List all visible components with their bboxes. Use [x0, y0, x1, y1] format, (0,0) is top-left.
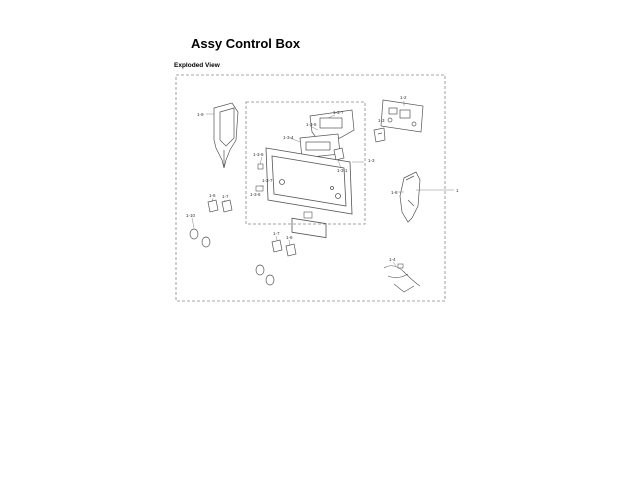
callout-1-10: 1-10	[186, 213, 196, 218]
callout-1-9: 1-9	[197, 112, 204, 117]
switch-center-parts	[272, 240, 296, 256]
page-subtitle: Exploded View	[174, 62, 220, 69]
callout-1-3-7-mid: 1-3-7	[262, 178, 273, 183]
callout-1-3-7-top: 1-3-7	[333, 110, 344, 115]
callout-1-3-5: 1-3-5	[306, 122, 317, 127]
callout-1-3-1: 1-3-1	[337, 168, 348, 173]
knob-center-parts	[256, 265, 274, 285]
callout-1-8: 1-8	[391, 190, 398, 195]
main-pcb-part	[381, 100, 423, 132]
callout-1-3-panel: 1-3	[368, 158, 375, 163]
callout-1-3-connector: 1-3	[378, 118, 385, 123]
callout-1-7-center: 1-7	[273, 231, 280, 236]
end-bracket-right-part	[400, 172, 420, 222]
callout-1-3-4: 1-3-4	[283, 135, 294, 140]
end-bracket-left-part	[214, 103, 238, 168]
callout-1-4: 1-4	[389, 257, 396, 262]
callout-1: 1	[456, 188, 459, 193]
page-title: Assy Control Box	[191, 36, 301, 51]
callout-1-2: 1-2	[400, 95, 407, 100]
callout-1-3-6-bottom: 1-3-6	[250, 192, 261, 197]
callout-1-3-6-top: 1-3-6	[253, 152, 264, 157]
callout-1-6-left: 1-6	[209, 193, 216, 198]
knob-left-parts	[190, 229, 210, 247]
callout-1-7-left: 1-7	[222, 194, 229, 199]
switch-left-parts	[208, 200, 232, 212]
connector-part	[374, 128, 385, 142]
wire-harness-part	[384, 264, 420, 292]
callout-1-6-center: 1-6	[286, 235, 293, 240]
